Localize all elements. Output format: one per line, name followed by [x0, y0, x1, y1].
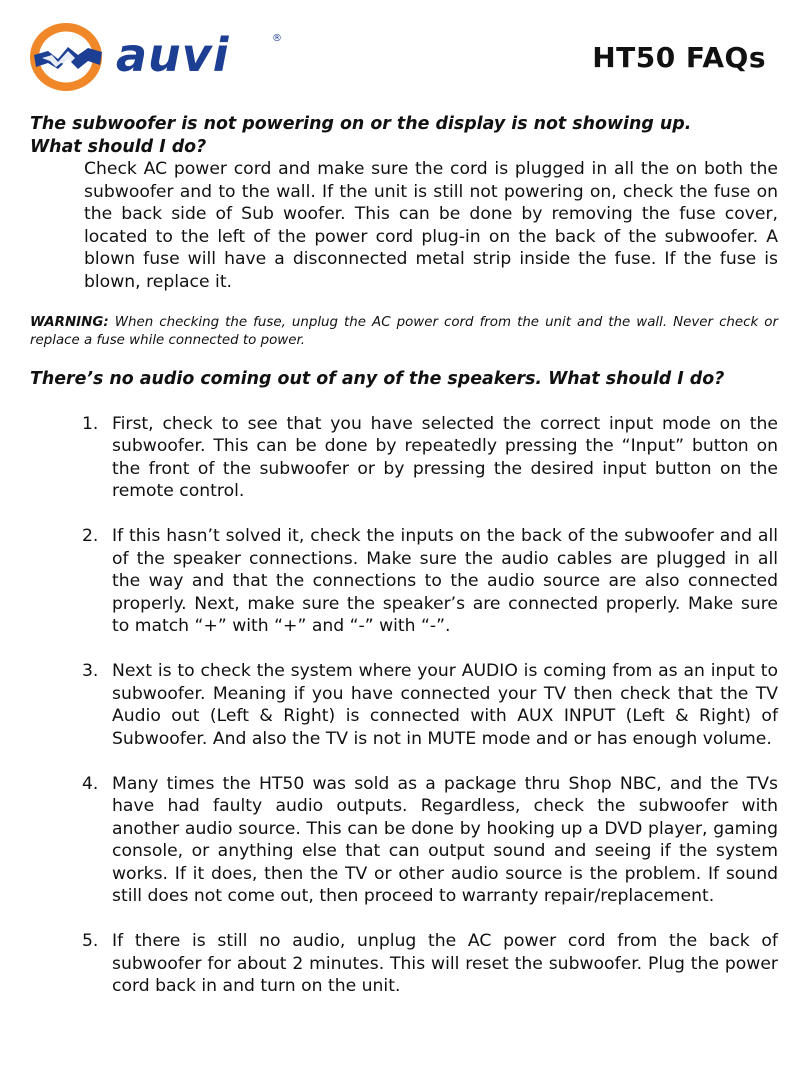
warning-label: WARNING: [30, 315, 109, 330]
step-text: Many times the HT50 was sold as a package thru Shop NBC, and the TVs have had faulty audio outputs. Regardless, check the subwoofer with another audio source. This can be done by hooking up a DVD player, gaming console, or anything else that can output sound and seeing if the system works. If it does, then the TV or other audio source is the problem. If sound still does not come out, then proceed to warranty repair/replacement. [112, 773, 778, 906]
step-number: 2. [82, 526, 99, 546]
auvi-logo [28, 21, 288, 93]
faq1-question [30, 113, 778, 158]
logo-wordmark: auvi [116, 28, 230, 82]
list-item [30, 660, 778, 750]
step-text: If this hasn’t solved it, check the inputs on the back of the subwoofer and all of the speaker connections. Make sure the audio cables are plugged in all the way and that the connections to the audio source are also connected properly. Next, make sure the speaker’s are connected properly. Make sure to match “+” with “+” and “-” with “-”. [112, 526, 778, 636]
page-title: HT50 FAQs [592, 41, 766, 74]
faq-content [30, 113, 778, 1020]
list-item [30, 525, 778, 638]
faq1-warning [30, 314, 778, 350]
faq1-answer: Check AC power cord and make sure the cord is plugged in all the on both the subwoofer and to the wall. If the unit is still not powering on, check the fuse on the back side of Sub woofer. This can be done by removing the fuse cover, located to the left of the power cord plug-in on the back of the subwoofer. A blown fuse will have a disconnected metal strip inside the fuse. If the fuse is blown, replace it. [84, 159, 778, 292]
step-number: 4. [82, 773, 99, 794]
step-number: 3. [82, 661, 99, 681]
step-text: First, check to see that you have selected the correct input mode on the subwoofer. This can be done by repeatedly pressing the “Input” button on the front of the subwoofer or by pressing the desired input button on the remote control. [112, 413, 778, 501]
faq2-steps-list [30, 413, 778, 998]
step-number: 5. [82, 931, 99, 951]
list-item [30, 413, 778, 503]
faq1-question-line2: What should I do? [30, 136, 207, 157]
step-text: If there is still no audio, unplug the AC power cord from the back of subwoofer for about 2 minutes. This will reset the subwoofer. Plug the power cord back in and turn on the unit. [112, 931, 778, 996]
step-number: 1. [82, 413, 99, 434]
faq2-question: There’s no audio coming out of any of the speakers. What should I do? [30, 369, 725, 389]
logo-registered-mark: ® [272, 33, 282, 44]
faq1-question-line1: The subwoofer is not powering on or the display is not showing up. [30, 114, 692, 134]
warning-text: When checking the fuse, unplug the AC power cord from the unit and the wall. Never check or replace a fuse while connected to power. [30, 315, 778, 348]
list-item [30, 773, 778, 908]
list-item [30, 930, 778, 998]
step-text: Next is to check the system where your AUDIO is coming from as an input to subwoofer. Meaning if you have connected your TV then check that the TV Audio out (Left & Right) is connected with AUX INPUT (Left & Right) of Subwoofer. And also the TV is not in MUTE mode and or has enough volume. [112, 661, 778, 749]
